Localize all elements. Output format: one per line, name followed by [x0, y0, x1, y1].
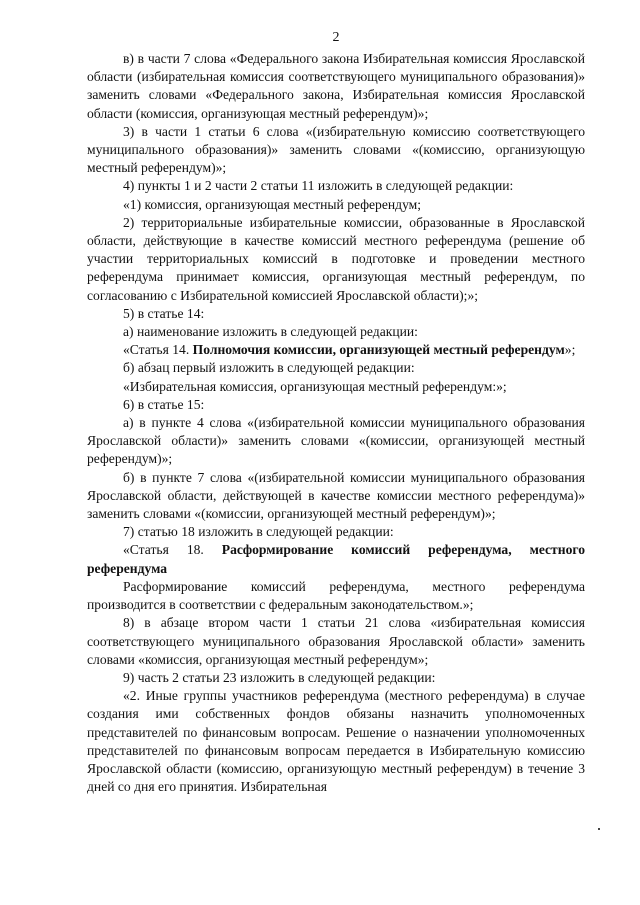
article-18-title: Расформирование комиссий референдума, местного референдума: [87, 542, 585, 576]
article-18-heading: [87, 541, 585, 577]
article-18-prefix: «Статья 18.: [123, 542, 222, 558]
scan-speck: [598, 828, 600, 830]
article-14-suffix: »;: [564, 342, 576, 358]
paragraph-item-6a: а) в пункте 4 слова «(избирательной комиссии муниципального образования Ярославской области)» заменить словами «(комиссии, организующей местный референдум)»;: [87, 415, 585, 467]
paragraph-item-8: 8) в абзаце втором части 1 статьи 21 слова «избирательная комиссия соответствующего муниципального образования Ярославской области» заменить словами «комиссия, организующая местный референдум»;: [87, 615, 585, 667]
paragraph-item-7: 7) статью 18 изложить в следующей редакции:: [123, 524, 394, 540]
paragraph-item-6: 6) в статье 15:: [123, 396, 205, 412]
paragraph-item-5: 5) в статье 14:: [123, 305, 205, 321]
article-14-title: Полномочия комиссии, организующей местный референдум: [192, 342, 565, 358]
paragraph-item-3: 3) в части 1 статьи 6 слова «(избирательную комиссию соответствующего муниципального образования)» заменить словами «(комиссию, организующую местный референдум)»;: [87, 123, 585, 176]
article-14-heading: [87, 341, 585, 359]
paragraph-subitem-1: «1) комиссия, организующая местный референдум;: [123, 196, 422, 212]
paragraph-item-5b: б) абзац первый изложить в следующей редакции:: [123, 360, 415, 376]
paragraph-item-9: 9) часть 2 статьи 23 изложить в следующей редакции:: [123, 669, 436, 685]
paragraph-quote-commission: «Избирательная комиссия, организующая местный референдум:»;: [123, 378, 507, 394]
article-14-prefix: «Статья 14.: [123, 342, 193, 358]
page-number: 2: [332, 30, 340, 45]
paragraph-subitem-2: 2) территориальные избирательные комиссии, образованные в Ярославской области, действующие в качестве комиссий местного референдума (решение об участии территориальных комиссий в подготовке и проведении местного референдума принимает комиссия, организующая местный референдум, по согласованию с Избирательной комиссией Ярославской области);»;: [87, 214, 585, 303]
paragraph-item-6b: б) в пункте 7 слова «(избирательной комиссии муниципального образования Ярославской области, действующей в качестве комиссии местного референдума)» заменить словами «(комиссии, организующей местный референдум)»;: [87, 469, 585, 522]
paragraph-part-2-quote: «2. Иные группы участников референдума (местного референдума) в случае создания ими собственных фондов обязаны назначить уполномоченных представителей по финансовым вопросам. Решение о назначении уполномоченных представителей по финансовым вопросам передается в Избирательную комиссию Ярославской области (комиссию, организующую местный референдум) в течение 3 дней со дня его принятия. Избирательная: [87, 688, 585, 795]
paragraph-amend-part-7: в) в части 7 слова «Федерального закона Избирательная комиссия Ярославской области (избирательная комиссия соответствующего муниципального образования)» заменить словами «Федерального закона, Избирательная комиссия Ярославской области (комиссия, организующая местный референдум)»;: [87, 51, 585, 121]
paragraph-item-5a: а) наименование изложить в следующей редакции:: [123, 324, 418, 340]
paragraph-item-4: 4) пункты 1 и 2 части 2 статьи 11 изложить в следующей редакции:: [123, 178, 514, 194]
paragraph-article-18-body: Расформирование комиссий референдума, местного референдума производится в соответствии с федеральным законодательством.»;: [87, 578, 585, 613]
